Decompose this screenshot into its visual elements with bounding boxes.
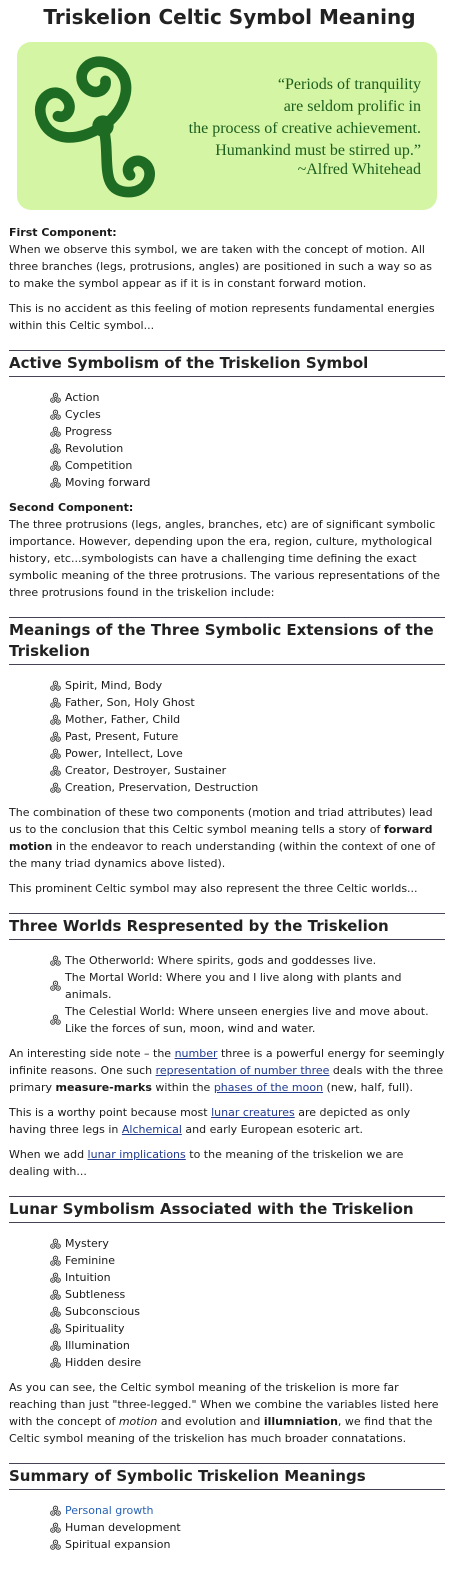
bold-measure-marks: measure-marks	[55, 1081, 152, 1094]
link-number[interactable]: number	[174, 1047, 218, 1060]
link-phases-of-the-moon[interactable]: phases of the moon	[213, 1081, 324, 1094]
list-item: Feminine	[49, 1252, 445, 1269]
triskelion-bullet-icon	[49, 1272, 62, 1284]
meanings-paragraph: The combination of these two components (motion and triad attributes) lead us to the conclusion that this Celtic symbol meaning tells a story of forward motion in the endeavor to reach understanding (within the context of one of the many triad dynamics above listed).	[9, 806, 436, 870]
lunar-paragraph: As you can see, the Celtic symbol meaning of the triskelion is more far reaching than just "three-legged." When we combine the variables listed here with the concept of motion and evolution and illumniation, we find that the Celtic symbol meaning of the triskelion has much broader connatations.	[9, 1381, 439, 1445]
link-lunar-implications[interactable]: lunar implications	[87, 1148, 186, 1161]
triskelion-bullet-icon	[49, 1357, 62, 1369]
triskelion-bullet-icon	[49, 1255, 62, 1267]
triskelion-bullet-icon	[49, 748, 62, 760]
list-item: Past, Present, Future	[49, 728, 445, 745]
summary-list	[9, 1502, 445, 1553]
list-item: Intuition	[49, 1269, 445, 1286]
quote-text	[161, 74, 421, 162]
quote-author: ~Alfred Whitehead	[297, 161, 421, 178]
list-item: Revolution	[49, 440, 445, 457]
list-item: The Celestial World: Where unseen energies live and move about. Like the forces of sun, moon, wind and water.	[49, 1003, 445, 1037]
triskelion-bullet-icon	[49, 426, 62, 438]
link-representation-of-number-three[interactable]: representation of number three	[155, 1064, 330, 1077]
triskelion-bullet-icon	[49, 392, 62, 404]
triskelion-bullet-icon	[49, 714, 62, 726]
second-component	[9, 499, 445, 601]
triskelion-bullet-icon	[49, 1539, 62, 1551]
first-component	[9, 224, 445, 292]
list-item: Hidden desire	[49, 1354, 445, 1371]
heading-lunar-symbolism: Lunar Symbolism Associated with the Triskelion	[9, 1196, 445, 1223]
triskelion-bullet-icon	[49, 460, 62, 472]
list-item: Moving forward	[49, 474, 445, 491]
triskelion-bullet-icon	[49, 443, 62, 455]
first-component-p2: This is no accident as this feeling of motion represents fundamental energies within this Celtic symbol...	[9, 302, 435, 332]
list-item: Power, Intellect, Love	[49, 745, 445, 762]
worlds-list	[9, 952, 445, 1037]
quote-line: Humankind must be stirred up.”	[215, 142, 421, 159]
link-alchemical[interactable]: Alchemical	[121, 1123, 182, 1136]
link-lunar-creatures[interactable]: lunar creatures	[211, 1106, 295, 1119]
triskelion-bullet-icon	[49, 409, 62, 421]
heading-meanings: Meanings of the Three Symbolic Extensions of the Triskelion	[9, 617, 445, 665]
highlight-personal-growth: Personal growth	[65, 1504, 154, 1517]
meanings-list	[9, 677, 445, 796]
lunar-list	[9, 1235, 445, 1371]
triskelion-bullet-icon	[49, 782, 62, 794]
article-body	[9, 224, 445, 1561]
list-item: Action	[49, 389, 445, 406]
triskelion-bullet-icon	[49, 1340, 62, 1352]
meanings-paragraph-2: This prominent Celtic symbol may also represent the three Celtic worlds...	[9, 882, 418, 895]
list-item: The Otherworld: Where spirits, gods and goddesses live.	[49, 952, 445, 969]
list-item: The Mortal World: Where you and I live along with plants and animals.	[49, 969, 445, 1003]
triskelion-bullet-icon	[49, 680, 62, 692]
list-item: Human development	[49, 1519, 445, 1536]
second-component-text: The three protrusions (legs, angles, branches, etc) are of significant symbolic importance. However, depending upon the era, region, culture, mythological history, etc...symbologists can have a challenging time defining the exact symbolic meaning of the three protrusions. The various representations of the three protrusions found in the triskelion include:	[9, 518, 441, 599]
triskelion-bullet-icon	[49, 697, 62, 709]
list-item: Father, Son, Holy Ghost	[49, 694, 445, 711]
triskelion-bullet-icon	[49, 731, 62, 743]
list-item	[49, 1502, 445, 1519]
active-list	[9, 389, 445, 491]
quote-banner	[17, 42, 437, 210]
quote-line: “Periods of tranquility	[277, 76, 421, 93]
worlds-paragraph-2: This is a worthy point because most lunar creatures are depicted as only having three legs in Alchemical and early European esoteric art.	[9, 1106, 411, 1136]
triskelion-bullet-icon	[49, 765, 62, 777]
italic-motion: motion	[118, 1415, 158, 1428]
triskelion-bullet-icon	[49, 1522, 62, 1534]
triskelion-bullet-icon	[49, 1306, 62, 1318]
list-item: Mother, Father, Child	[49, 711, 445, 728]
triskelion-bullet-icon	[49, 1505, 62, 1517]
list-item: Spiritual expansion	[49, 1536, 445, 1553]
first-component-text: When we observe this symbol, we are taken with the concept of motion. All three branches (legs, protrusions, angles) are positioned in such a way so as to make the symbol appear as if it is in constant forward motion.	[9, 243, 432, 290]
heading-active-symbolism: Active Symbolism of the Triskelion Symbol	[9, 350, 445, 377]
list-item: Spirituality	[49, 1320, 445, 1337]
list-item: Competition	[49, 457, 445, 474]
list-item: Spirit, Mind, Body	[49, 677, 445, 694]
triskelion-bullet-icon	[49, 955, 62, 967]
first-component-label: First Component:	[9, 226, 117, 239]
heading-three-worlds: Three Worlds Respresented by the Triskelion	[9, 913, 445, 940]
triskelion-bullet-icon	[49, 1289, 62, 1301]
worlds-paragraph-1: An interesting side note – the number three is a powerful energy for seemingly infinite reasons. One such representation of number three deals with the three primary measure-marks within the phases of the moon (new, half, full).	[9, 1047, 445, 1094]
list-item: Mystery	[49, 1235, 445, 1252]
list-item: Cycles	[49, 406, 445, 423]
triskelion-bullet-icon	[49, 1323, 62, 1335]
worlds-paragraph-3: When we add lunar implications to the meaning of the triskelion we are dealing with...	[9, 1148, 404, 1178]
list-item: Illumination	[49, 1337, 445, 1354]
triskelion-bullet-icon	[49, 1238, 62, 1250]
triskelion-bullet-icon	[49, 477, 62, 489]
quote-line: are seldom prolific in	[283, 98, 421, 115]
bold-illumniation: illumniation	[263, 1415, 338, 1428]
triskelion-bullet-icon	[49, 980, 62, 992]
list-item: Progress	[49, 423, 445, 440]
list-item: Subconscious	[49, 1303, 445, 1320]
page-title: Triskelion Celtic Symbol Meaning	[43, 5, 416, 29]
heading-summary: Summary of Symbolic Triskelion Meanings	[9, 1463, 445, 1490]
second-component-label: Second Component:	[9, 501, 134, 514]
list-item: Subtleness	[49, 1286, 445, 1303]
triskelion-bullet-icon	[49, 1014, 62, 1026]
bold-forward-motion: forward motion	[9, 823, 433, 853]
list-item: Creation, Preservation, Destruction	[49, 779, 445, 796]
quote-line: the process of creative achievement.	[188, 120, 421, 137]
list-item: Creator, Destroyer, Sustainer	[49, 762, 445, 779]
